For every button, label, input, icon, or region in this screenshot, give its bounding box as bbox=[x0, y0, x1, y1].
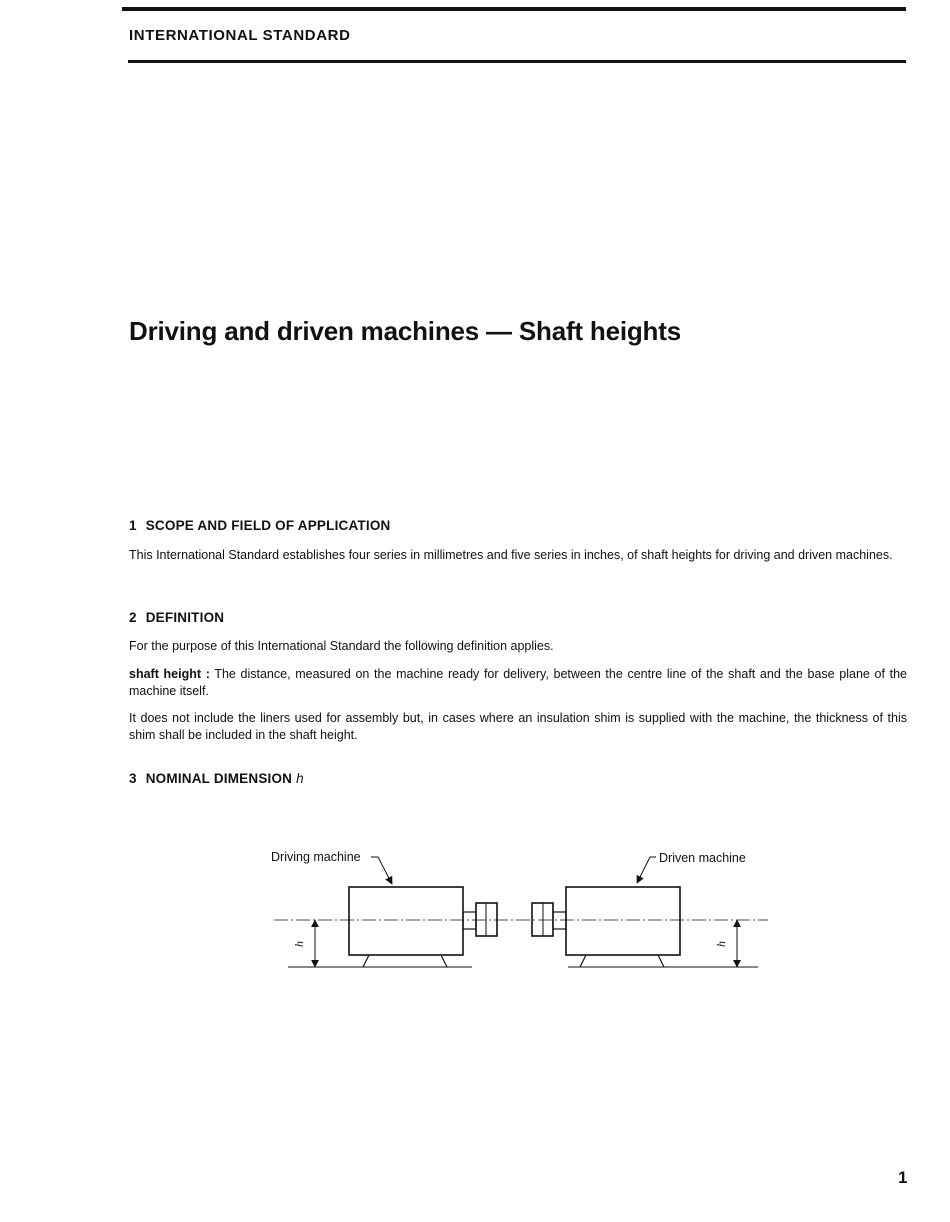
driven-leader-arrow bbox=[637, 857, 656, 883]
header-rule bbox=[128, 60, 906, 63]
section-1-paragraph: This International Standard establishes four series in millimetres and five series in inches, of shaft heights for driving and driven machines. bbox=[129, 548, 893, 562]
top-rule bbox=[122, 7, 906, 11]
section-2-heading bbox=[129, 610, 224, 625]
driving-shaft bbox=[463, 912, 476, 929]
definition-note: It does not include the liners used for assembly but, in cases where an insulation shim is supplied with the machine, the thickness of this shim shall be included in the shaft height. bbox=[129, 711, 907, 742]
section-2-intro: For the purpose of this International Standard the following definition applies. bbox=[129, 639, 554, 653]
section-1-number: 1 bbox=[129, 518, 137, 533]
definition-paragraph bbox=[129, 666, 907, 700]
section-1-heading bbox=[129, 518, 390, 533]
section-3-symbol: h bbox=[296, 771, 304, 786]
section-3-number: 3 bbox=[129, 771, 137, 786]
driven-dimension-symbol: h bbox=[714, 941, 728, 947]
driving-dimension-symbol: h bbox=[292, 941, 306, 947]
driving-leader-arrow bbox=[371, 857, 392, 884]
driving-machine-feet bbox=[363, 955, 447, 967]
shaft-height-figure bbox=[260, 840, 780, 980]
shaft-height-diagram bbox=[260, 840, 780, 980]
driven-machine-feet bbox=[580, 955, 664, 967]
definition-text: The distance, measured on the machine ready for delivery, between the centre line of the shaft and the base plane of the machine itself. bbox=[129, 667, 908, 698]
section-2-title: DEFINITION bbox=[145, 610, 225, 625]
driven-machine-label: Driven machine bbox=[659, 851, 746, 865]
definition-term: shaft height : bbox=[129, 667, 210, 681]
driven-shaft bbox=[553, 912, 566, 929]
section-3-heading bbox=[129, 771, 304, 786]
section-3-title: NOMINAL DIMENSION bbox=[145, 771, 293, 786]
driving-machine-body bbox=[349, 887, 463, 955]
page-number: 1 bbox=[898, 1168, 908, 1187]
section-2-number: 2 bbox=[129, 610, 137, 625]
section-1-title: SCOPE AND FIELD OF APPLICATION bbox=[145, 518, 391, 533]
page-title: Driving and driven machines — Shaft heights bbox=[129, 316, 681, 346]
driven-machine-body bbox=[566, 887, 680, 955]
header-label: INTERNATIONAL STANDARD bbox=[129, 27, 351, 44]
driving-machine-label: Driving machine bbox=[271, 850, 361, 864]
